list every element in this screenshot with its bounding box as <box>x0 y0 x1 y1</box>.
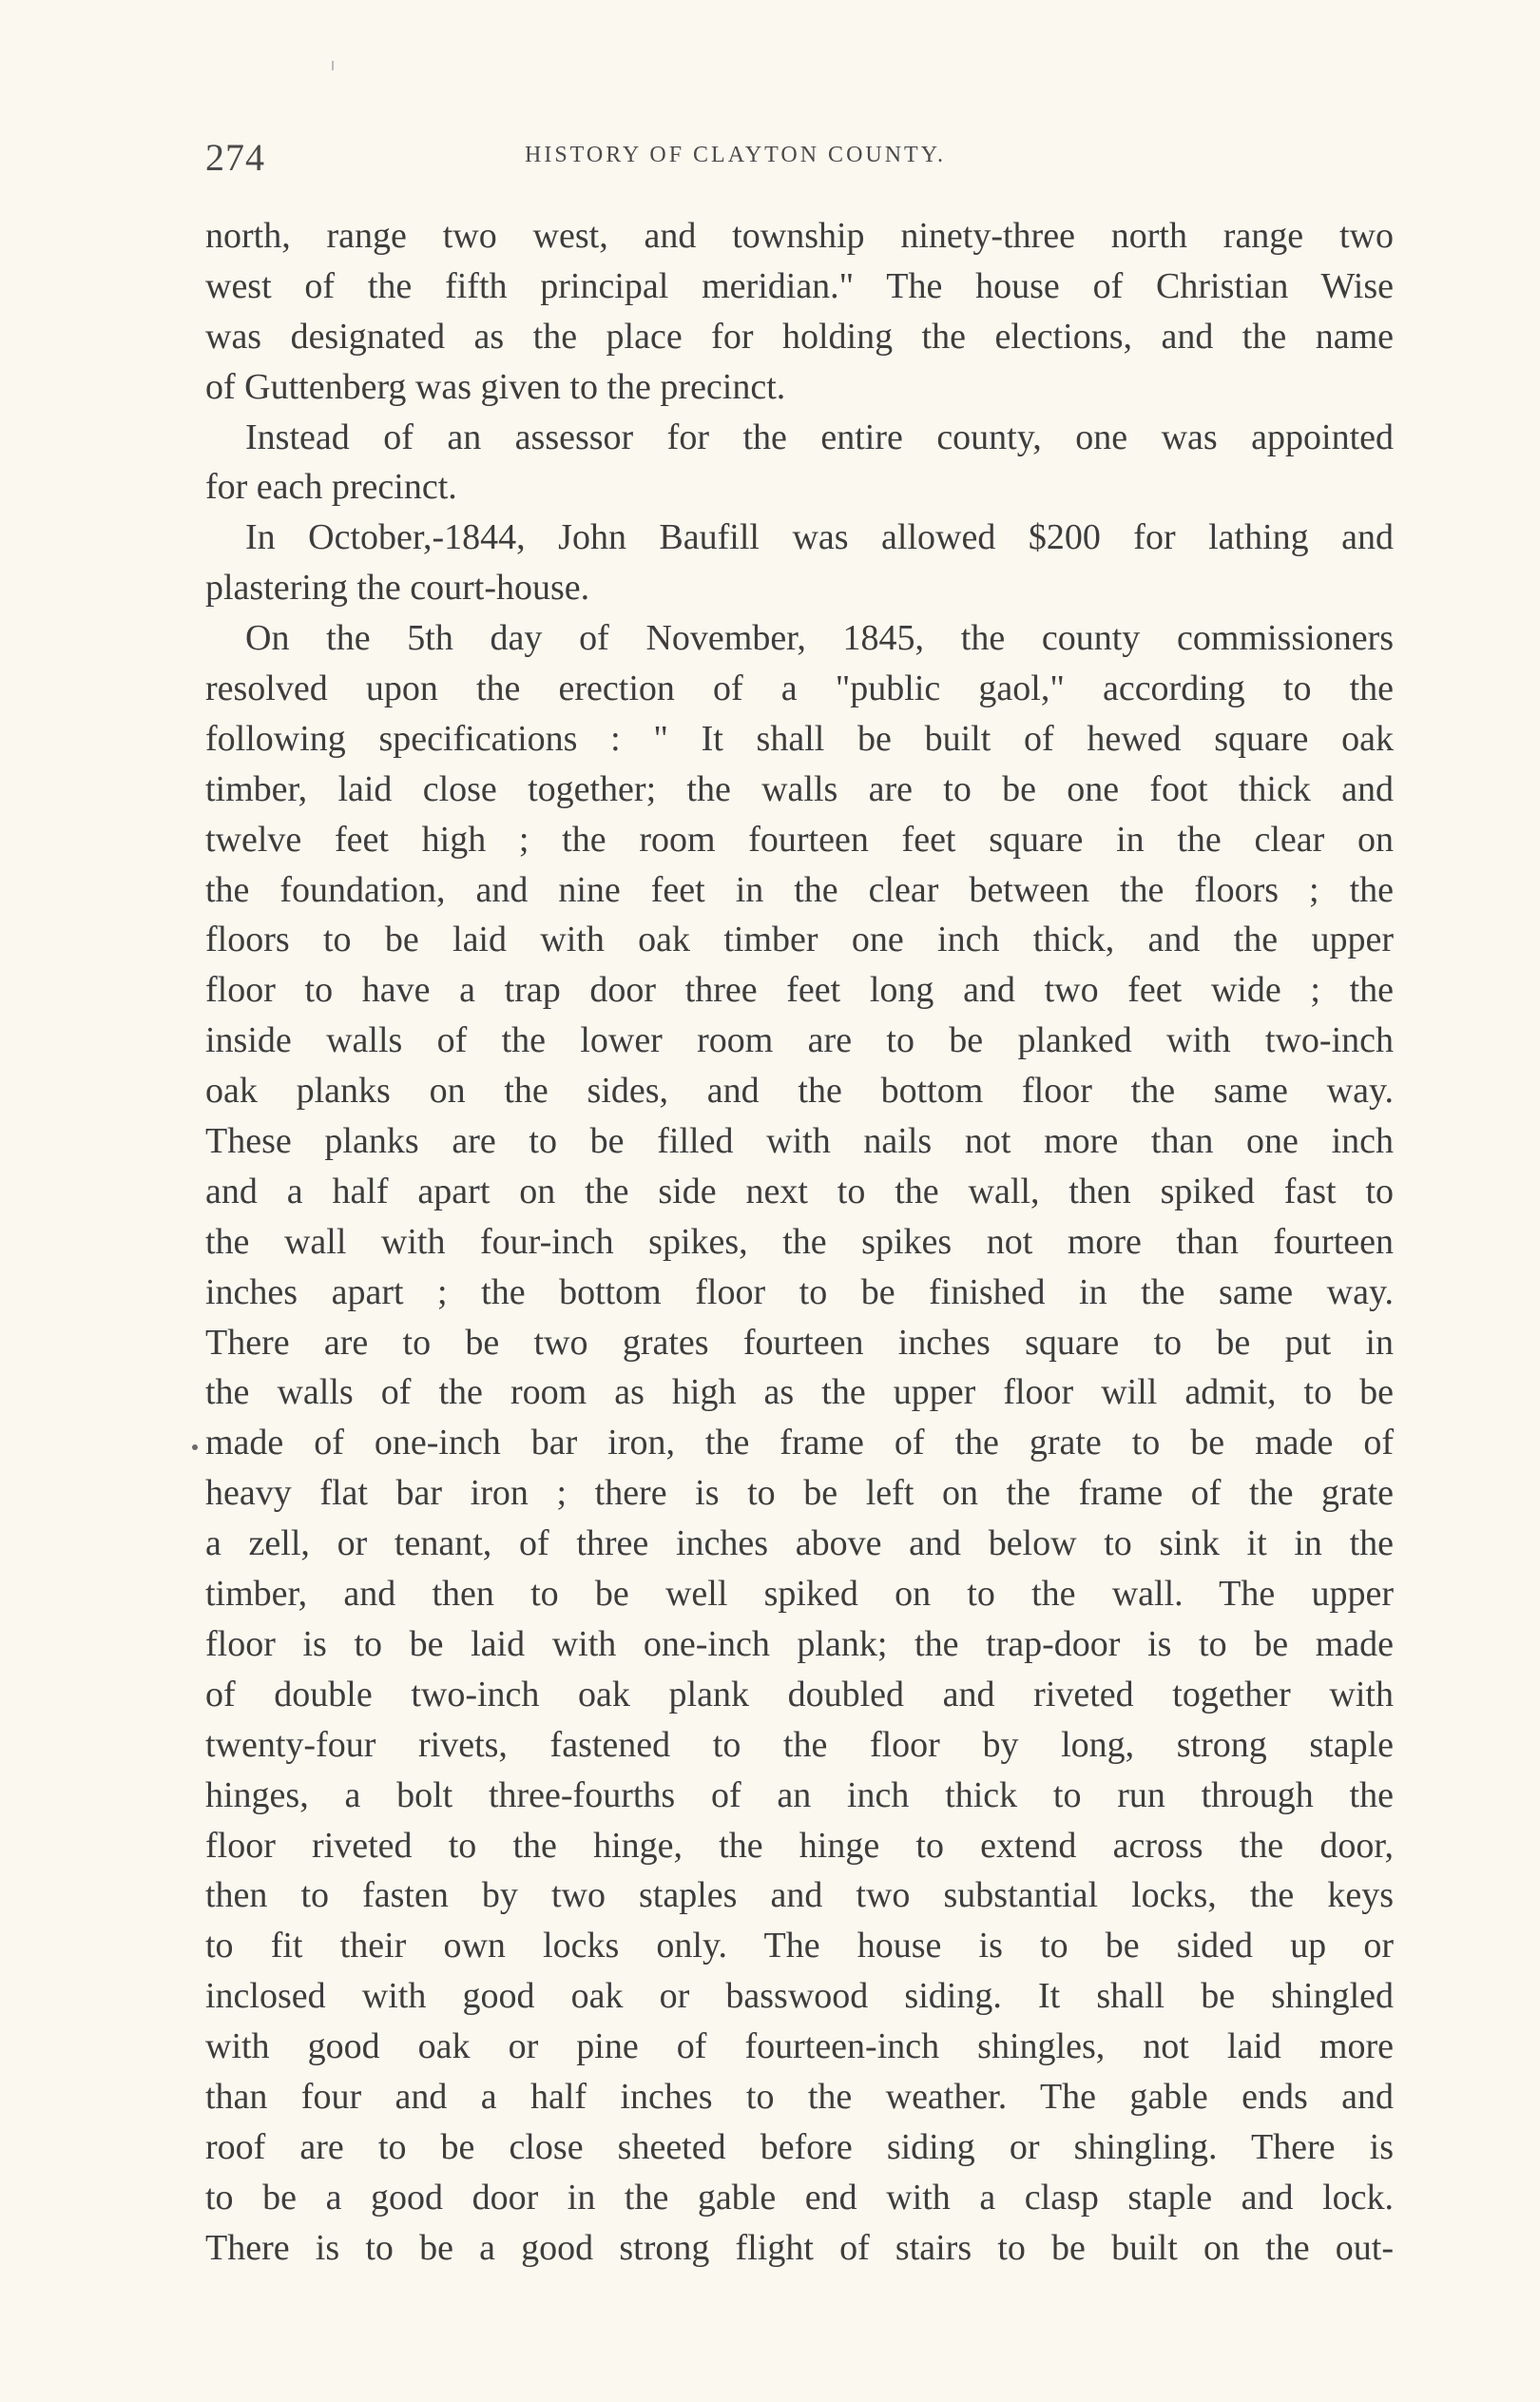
text-line: and a half apart on the side next to the wall, then spiked fast to <box>205 1171 1394 1211</box>
text-line: inclosed with good oak or basswood siding. It shall be shingled <box>205 1976 1394 2017</box>
text-line: There are to be two grates fourteen inches square to be put in <box>205 1322 1394 1363</box>
text-line: timber, and then to be well spiked on to the wall. The upper <box>205 1574 1394 1615</box>
text-line: north, range two west, and township ninety-three north range two <box>205 216 1394 256</box>
text-line: floors to be laid with oak timber one inch thick, and the upper <box>205 920 1394 960</box>
text-line: resolved upon the erection of a "public gaol," according to the <box>205 668 1394 709</box>
page-number: 274 <box>205 136 265 179</box>
page-mark <box>332 61 334 70</box>
body-text <box>205 211 1394 2274</box>
text-line: roof are to be close sheeted before siding or shingling. There is <box>205 2126 1394 2167</box>
text-line: floor is to be laid with one-inch plank; the trap-door is to be made <box>205 1623 1394 1664</box>
text-line: In October,-1844, John Baufill was allowed $200 for lathing and <box>245 517 1394 558</box>
text-line: for each precinct. <box>205 467 457 508</box>
text-line: of double two-inch oak plank doubled and riveted together with <box>205 1674 1394 1714</box>
text-line: Instead of an assessor for the entire county, one was appointed <box>245 416 1394 457</box>
text-line: with good oak or pine of fourteen-inch shingles, not laid more <box>205 2026 1394 2067</box>
text-line: to fit their own locks only. The house is to be sided up or <box>205 1926 1394 1966</box>
text-line: twelve feet high ; the room fourteen feet square in the clear on <box>205 819 1394 860</box>
text-line: hinges, a bolt three-fourths of an inch thick to run through the <box>205 1774 1394 1815</box>
text-line: heavy flat bar iron ; there is to be left on the frame of the grate <box>205 1473 1394 1514</box>
text-line: a zell, or tenant, of three inches above and below to sink it in the <box>205 1523 1394 1564</box>
text-line: inside walls of the lower room are to be planked with two-inch <box>205 1020 1394 1061</box>
text-line: the foundation, and nine feet in the clear between the floors ; the <box>205 869 1394 910</box>
text-line: timber, laid close together; the walls are to be one foot thick and <box>205 768 1394 809</box>
text-line: There is to be a good strong flight of stairs to be built on the out- <box>205 2227 1394 2268</box>
running-head: HISTORY OF CLAYTON COUNTY. <box>525 143 946 167</box>
text-line: These planks are to be filled with nails not more than one inch <box>205 1121 1394 1162</box>
text-line: plastering the court-house. <box>205 568 590 609</box>
text-line: twenty-four rivets, fastened to the floor by long, strong staple <box>205 1724 1394 1765</box>
text-line: the walls of the room as high as the upper floor will admit, to be <box>205 1372 1394 1413</box>
text-line: oak planks on the sides, and the bottom floor the same way. <box>205 1071 1394 1112</box>
text-line: than four and a half inches to the weather. The gable ends and <box>205 2076 1394 2117</box>
text-line: west of the fifth principal meridian." The house of Christian Wise <box>205 265 1394 306</box>
text-line: the wall with four-inch spikes, the spikes not more than fourteen <box>205 1221 1394 1262</box>
text-line: then to fasten by two staples and two substantial locks, the keys <box>205 1875 1394 1916</box>
text-line: was designated as the place for holding the elections, and the name <box>205 316 1394 357</box>
text-line: floor to have a trap door three feet long and two feet wide ; the <box>205 970 1394 1011</box>
text-line: to be a good door in the gable end with a clasp staple and lock. <box>205 2177 1394 2218</box>
text-line: inches apart ; the bottom floor to be finished in the same way. <box>205 1271 1394 1312</box>
text-line: On the 5th day of November, 1845, the county commissioners <box>245 618 1394 659</box>
text-line: following specifications : " It shall be built of hewed square oak <box>205 718 1394 759</box>
text-line: of Guttenberg was given to the precinct. <box>205 366 786 407</box>
margin-dot <box>192 1444 198 1450</box>
text-line: floor riveted to the hinge, the hinge to extend across the door, <box>205 1825 1394 1866</box>
page-header <box>205 135 1394 183</box>
text-line: made of one-inch bar iron, the frame of the grate to be made of <box>205 1423 1394 1463</box>
